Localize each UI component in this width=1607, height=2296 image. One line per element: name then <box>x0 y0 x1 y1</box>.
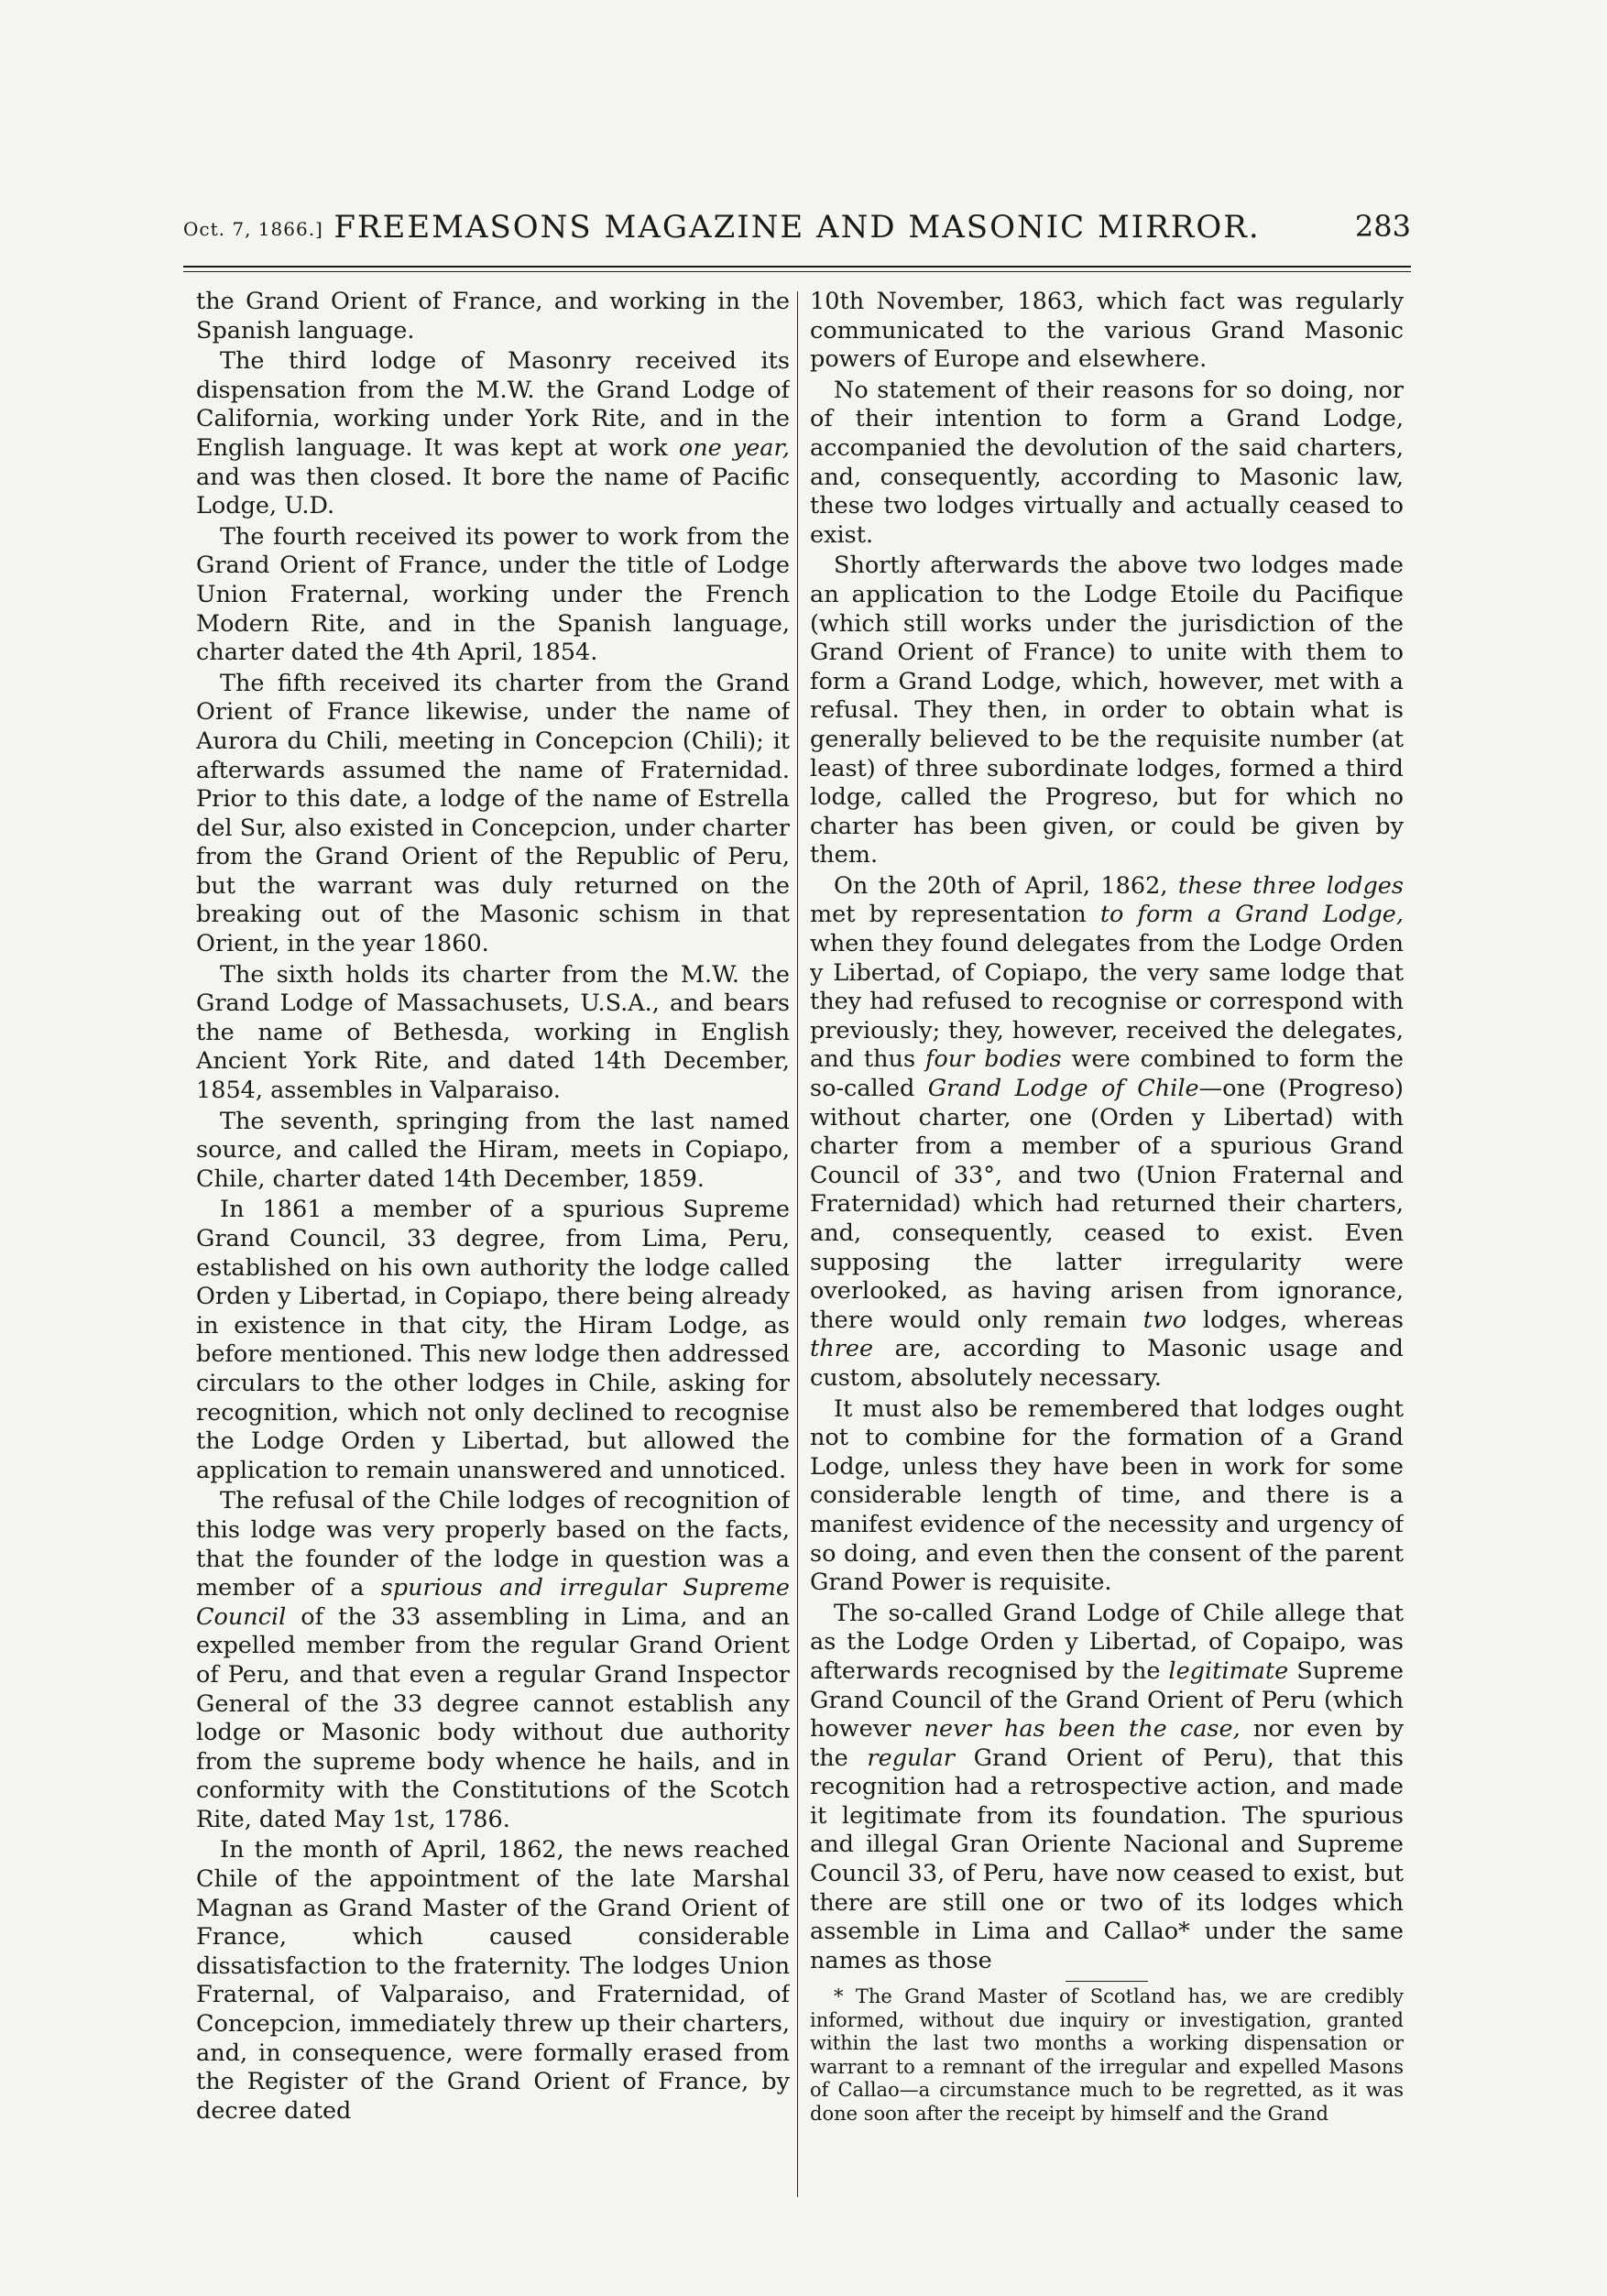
paragraph: The fourth received its power to work from the Grand Orient of France, under the title of Lodge Union Fraternal, working under the French Modern Rite, and in the Spanish language, charter dated the 4th April, 1854. <box>196 522 790 667</box>
paragraph: 10th November, 1863, which fact was regularly communicated to the various Grand Masonic powers of Europe and elsewhere. <box>810 288 1404 374</box>
paragraph: The refusal of the Chile lodges of recognition of this lodge was very properly based on the facts, that the founder of the lodge in question was a member of a spurious and irregular Supreme Council of the 33 assembling in Lima, and an expelled member from the regular Grand Orient of Peru, and that even a regular Grand Inspector General of the 33 degree cannot establish any lodge or Masonic body without due authority from the supreme body whence he hails, and in conformity with the Constitutions of the Scotch Rite, dated May 1st, 1786. <box>196 1487 790 1833</box>
header-rule-thin <box>183 271 1411 272</box>
paragraph: The seventh, springing from the last named source, and called the Hiram, meets in Copiapo, Chile, charter dated 14th December, 1859. <box>196 1107 790 1193</box>
header-rule-thick <box>183 266 1411 268</box>
paragraph: In the month of April, 1862, the news reached Chile of the appointment of the late Marshal Magnan as Grand Master of the Grand Orient of France, which caused considerable dissatisfaction to the fraternity. The lodges Union Fraternal, of Valparaiso, and Fraternidad, of Concepcion, immediately threw up their charters, and, in consequence, were formally erased from the Register of the Grand Orient of France, by decree dated <box>196 1836 790 2125</box>
header-date: Oct. 7, 1866.] <box>183 218 323 240</box>
paragraph: It must also be remembered that lodges ought not to combine for the formation of a Grand Lodge, unless they have been in work for some considerable length of time, and there is a manifest evidence of the necessity and urgency of so doing, and even then the consent of the parent Grand Power is requisite. <box>810 1394 1404 1597</box>
paragraph: The third lodge of Masonry received its dispensation from the M.W. the Grand Lodge of California, working under York Rite, and in the English language. It was kept at work one year, and was then closed. It bore the name of Pacific Lodge, U.D. <box>196 347 790 520</box>
paragraph: The sixth holds its charter from the M.W. the Grand Lodge of Massachusets, U.S.A., and bears the name of Bethesda, working in English Ancient York Rite, and dated 14th December, 1854, assembles in Valparaiso. <box>196 960 790 1105</box>
paragraph: The fifth received its charter from the Grand Orient of France likewise, under the name of Aurora du Chili, meeting in Concepcion (Chili); it afterwards assumed the name of Fraternidad. Prior to this date, a lodge of the name of Estrella del Sur, also existed in Concepcion, under charter from the Grand Orient of the Republic of Peru, but the warrant was duly returned on the breaking out of the Masonic schism in that Orient, in the year 1860. <box>196 669 790 958</box>
paragraph: In 1861 a member of a spurious Supreme Grand Council, 33 degree, from Lima, Peru, established on his own authority the lodge called Orden y Libertad, in Copiapo, there being already in existence in that city, the Hiram Lodge, as before mentioned. This new lodge then addressed circulars to the other lodges in Chile, asking for recognition, which not only declined to recognise the Lodge Orden y Libertad, but allowed the application to remain unanswered and unnoticed. <box>196 1196 790 1484</box>
footnote: * The Grand Master of Scotland has, we are credibly informed, without due inquiry or investigation, granted within the last two months a working dispensation or warrant to a remnant of the irregular and expelled Masons of Callao—a circumstance much to be regretted, as it was done soon after the receipt by himself and the Grand <box>810 1985 1404 2125</box>
paragraph: On the 20th of April, 1862, these three lodges met by representation to form a Grand Lodge, when they found delegates from the Lodge Orden y Libertad, of Copiapo, the very same lodge that they had refused to recognise or correspond with previously; they, however, received the delegates, and thus four bodies were combined to form the so-called Grand Lodge of Chile—one (Progreso) without charter, one (Orden y Libertad) with charter from a member of a spurious Grand Council of 33°, and two (Union Fraternal and Fraternidad) which had returned their charters, and, consequently, ceased to exist. Even supposing the latter irregularity were overlooked, as having arisen from ignorance, there would only remain two lodges, whereas three are, according to Masonic usage and custom, absolutely necessary. <box>810 871 1404 1392</box>
paragraph: the Grand Orient of France, and working in the Spanish language. <box>196 288 790 344</box>
column-divider <box>797 291 798 2197</box>
paragraph: Shortly afterwards the above two lodges made an application to the Lodge Etoile du Pacifique (which still works under the jurisdiction of the Grand Orient of France) to unite with them to form a Grand Lodge, which, however, met with a refusal. They then, in order to obtain what is generally believed to be the requisite number (at least) of three subordinate lodges, formed a third lodge, called the Progreso, but for which no charter has been given, or could be given by them. <box>810 552 1404 869</box>
header-title: FREEMASONS MAGAZINE AND MASONIC MIRROR. <box>333 209 1261 246</box>
footnote-rule <box>1066 1981 1148 1982</box>
page-number: 283 <box>1354 209 1411 244</box>
page-header <box>183 209 1411 253</box>
paragraph: The so-called Grand Lodge of Chile allege that as the Lodge Orden y Libertad, of Copaipo, was afterwards recognised by the legitimate Supreme Grand Council of the Grand Orient of Peru (which however never has been the case, nor even by the regular Grand Orient of Peru), that this recognition had a retrospective action, and made it legitimate from its foundation. The spurious and illegal Gran Oriente Nacional and Supreme Council 33, of Peru, have now ceased to exist, but there are still one or two of its lodges which assemble in Lima and Callao* under the same names as those <box>810 1599 1404 1974</box>
paragraph: No statement of their reasons for so doing, nor of their intention to form a Grand Lodge, accompanied the devolution of the said charters, and, consequently, according to Masonic law, these two lodges virtually and actually ceased to exist. <box>810 376 1404 549</box>
left-column <box>196 288 790 2203</box>
right-column <box>810 288 1404 2203</box>
